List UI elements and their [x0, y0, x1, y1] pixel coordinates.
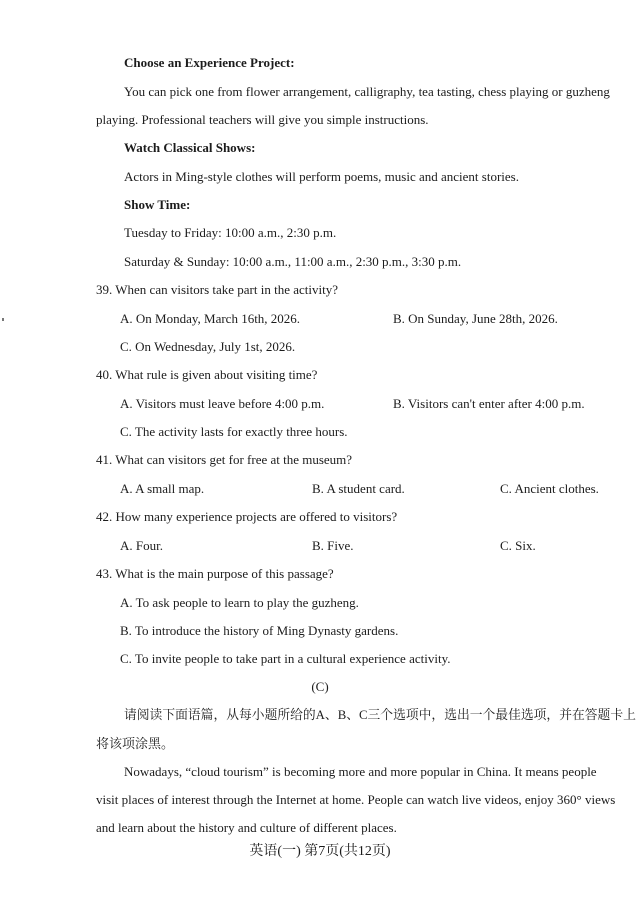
question-option: B. To introduce the history of Ming Dynasty gardens.	[120, 623, 399, 638]
question-stem: 41. What can visitors get for free at the museum?	[96, 452, 353, 467]
question-stem: 42. How many experience projects are offered to visitors?	[96, 509, 398, 524]
question-option: A. A small map.	[120, 481, 205, 496]
question-option: A. Four.	[120, 538, 163, 553]
shows-heading: Watch Classical Shows:	[124, 140, 256, 155]
passage-line-1: Nowadays, “cloud tourism” is becoming more and more popular in China. It means people	[124, 764, 597, 779]
question-option: A. To ask people to learn to play the guzheng.	[120, 595, 359, 610]
question-option: C. Ancient clothes.	[500, 481, 599, 496]
experience-text-line-2: playing. Professional teachers will give you simple instructions.	[96, 112, 429, 127]
section-instruction-line-1: 请阅读下面语篇，从每小题所给的A、B、C三个选项中，选出一个最佳选项，并在答题卡上	[124, 707, 636, 722]
experience-text-line-1: You can pick one from flower arrangement, calligraphy, tea tasting, chess playing or guzheng	[124, 84, 610, 99]
passage-line-3: and learn about the history and culture of different places.	[96, 820, 397, 835]
show-time-weekend: Saturday & Sunday: 10:00 a.m., 11:00 a.m., 2:30 p.m., 3:30 p.m.	[124, 254, 462, 269]
question-option: C. On Wednesday, July 1st, 2026.	[120, 339, 296, 354]
question-stem: 43. What is the main purpose of this passage?	[96, 566, 334, 581]
question-option: B. A student card.	[312, 481, 405, 496]
question-stem: 40. What rule is given about visiting time?	[96, 367, 318, 382]
passage-line-2: visit places of interest through the Internet at home. People can watch live videos, enjoy 360° views	[96, 792, 616, 807]
section-instruction-line-2: 将该项涂黑。	[96, 736, 175, 751]
show-time-heading: Show Time:	[124, 197, 191, 212]
question-option: A. Visitors must leave before 4:00 p.m.	[120, 396, 325, 411]
question-option: A. On Monday, March 16th, 2026.	[120, 311, 301, 326]
question-option: C. Six.	[500, 538, 536, 553]
question-option: C. The activity lasts for exactly three hours.	[120, 424, 348, 439]
question-option: C. To invite people to take part in a cultural experience activity.	[120, 651, 451, 666]
shows-text: Actors in Ming-style clothes will perform poems, music and ancient stories.	[124, 169, 519, 184]
question-option: B. Five.	[312, 538, 354, 553]
section-label: (C)	[311, 679, 329, 694]
margin-mark	[2, 318, 4, 321]
question-option: B. Visitors can't enter after 4:00 p.m.	[393, 396, 585, 411]
page-footer: 英语(一) 第7页(共12页)	[249, 844, 391, 859]
question-stem: 39. When can visitors take part in the activity?	[96, 282, 338, 297]
experience-heading: Choose an Experience Project:	[124, 55, 295, 70]
show-time-weekday: Tuesday to Friday: 10:00 a.m., 2:30 p.m.	[124, 225, 337, 240]
question-option: B. On Sunday, June 28th, 2026.	[393, 311, 558, 326]
